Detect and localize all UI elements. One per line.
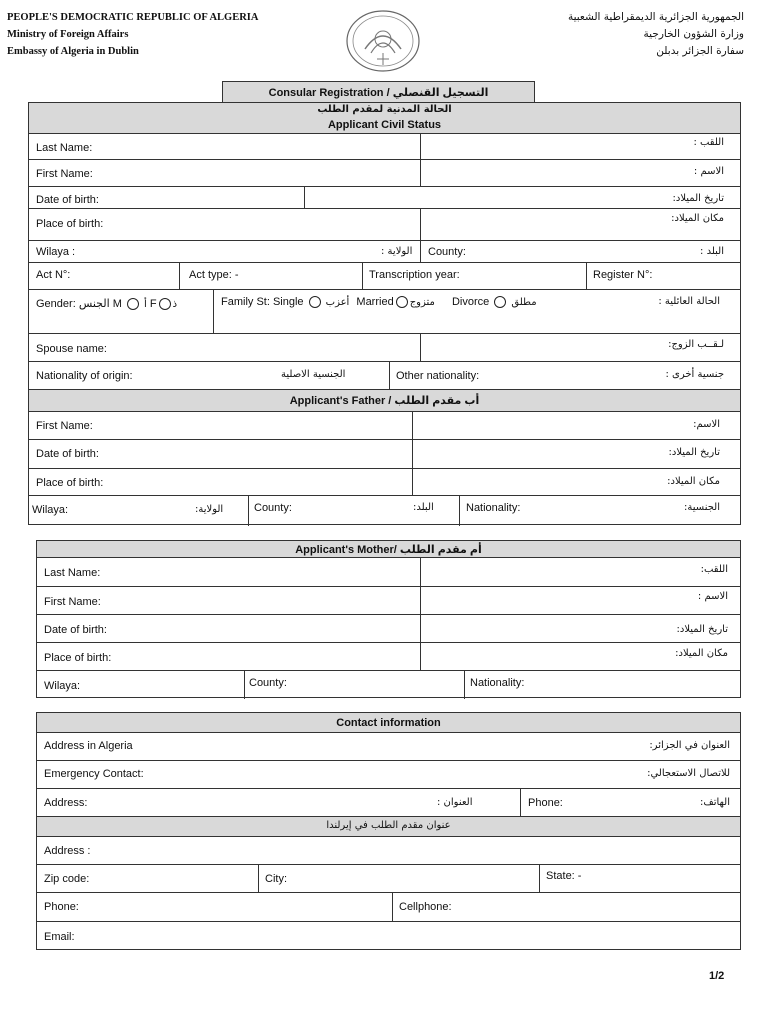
civil-first-name-row: First Name: الاسم : — [29, 160, 740, 187]
contact-emergency-row: Emergency Contact: للاتصال الاستعجالي: — [37, 761, 740, 789]
header-country-ar: الجمهورية الجزائرية الديمقراطية الشعبية — [567, 11, 744, 23]
gender-f-radio[interactable] — [159, 298, 171, 310]
civil-gender-family-row: Gender: الجنس M أ F ذ Family St: Single أعزب Married متزوج Divorce مطلق الحالة العائلية : — [29, 290, 740, 334]
contact-email-row: Email: — [44, 931, 75, 943]
father-section — [28, 389, 741, 525]
contact-phone-row: Phone: Cellphone: — [37, 893, 740, 922]
header-ministry-ar: وزارة الشؤون الخارجية — [643, 28, 744, 40]
father-heading: Applicant's Father / أب مقدم الطلب — [29, 390, 740, 412]
contact-zip-city-row: Zip code: City: State: - — [37, 865, 740, 893]
algeria-emblem-icon — [343, 9, 423, 73]
mother-pob-row: Place of birth: مكان الميلاد: — [37, 643, 740, 671]
civil-status-section — [28, 102, 741, 390]
gender-field: Gender: الجنس M أ F ذ — [36, 298, 178, 310]
father-dob-row: Date of birth: تاريخ الميلاد: — [29, 440, 740, 469]
mother-heading: Applicant's Mother/ أم مقدم الطلب — [37, 541, 740, 558]
contact-address-algeria-row: Address in Algeria العنوان في الجزائر: — [37, 733, 740, 761]
contact-ireland-heading: عنوان مقدم الطلب في إيرلندا — [37, 817, 740, 837]
mother-wilaya-row: Wilaya: County: Nationality: — [37, 671, 740, 699]
divorce-radio[interactable] — [494, 296, 506, 308]
civil-wilaya-row: Wilaya : الولاية : County: البلد : — [29, 241, 740, 263]
civil-spouse-row: Spouse name: لـقــب الزوج: — [29, 334, 740, 362]
contact-section — [36, 712, 741, 950]
form-title: Consular Registration / التسجيل القنصلي — [268, 87, 489, 99]
civil-last-name-row: Last Name: اللقب : — [29, 134, 740, 160]
header-embassy-ar: سفارة الجزائر بدبلن — [656, 45, 744, 57]
contact-heading: Contact information — [37, 713, 740, 733]
header-ministry-en: Ministry of Foreign Affairs — [7, 29, 129, 40]
civil-dob-row: Date of birth: تاريخ الميلاد: — [29, 187, 740, 209]
family-status-field: Family St: Single أعزب Married متزوج Divorce مطلق — [221, 296, 537, 308]
mother-dob-row: Date of birth: تاريخ الميلاد: — [37, 615, 740, 643]
contact-address-phone-row: Address: العنوان : Phone: الهاتف: — [37, 789, 740, 817]
contact-ie-address-row: Address : — [37, 837, 740, 865]
civil-pob-row: Place of birth: مكان الميلاد: — [29, 209, 740, 241]
gender-m-radio[interactable] — [127, 298, 139, 310]
civil-status-heading: الحالة المدنية لمقدم الطلب Applicant Civil Status — [29, 103, 740, 134]
mother-first-name-row: First Name: الاسم : — [37, 587, 740, 615]
married-radio[interactable] — [396, 296, 408, 308]
header-right — [568, 9, 744, 60]
civil-nationality-row: Nationality of origin: الجنسية الاصلية Other nationality: جنسية أخرى : — [29, 362, 740, 391]
page-number: 1/2 — [709, 970, 725, 982]
father-wilaya-row: Wilaya: الولاية: County: البلد: Nationality: الجنسية: — [29, 496, 740, 526]
civil-act-row: Act N°: Act type: - Transcription year: Register N°: — [29, 263, 740, 290]
father-first-name-row: First Name: الاسم: — [29, 412, 740, 440]
header-embassy-en: Embassy of Algeria in Dublin — [7, 46, 139, 57]
header-left — [7, 9, 258, 60]
form-title-bar — [222, 81, 535, 103]
mother-section — [36, 540, 741, 698]
single-radio[interactable] — [309, 296, 321, 308]
header-country-en: PEOPLE'S DEMOCRATIC REPUBLIC OF ALGERIA — [7, 12, 259, 23]
father-pob-row: Place of birth: مكان الميلاد: — [29, 469, 740, 496]
mother-last-name-row: Last Name: اللقب: — [37, 558, 740, 587]
